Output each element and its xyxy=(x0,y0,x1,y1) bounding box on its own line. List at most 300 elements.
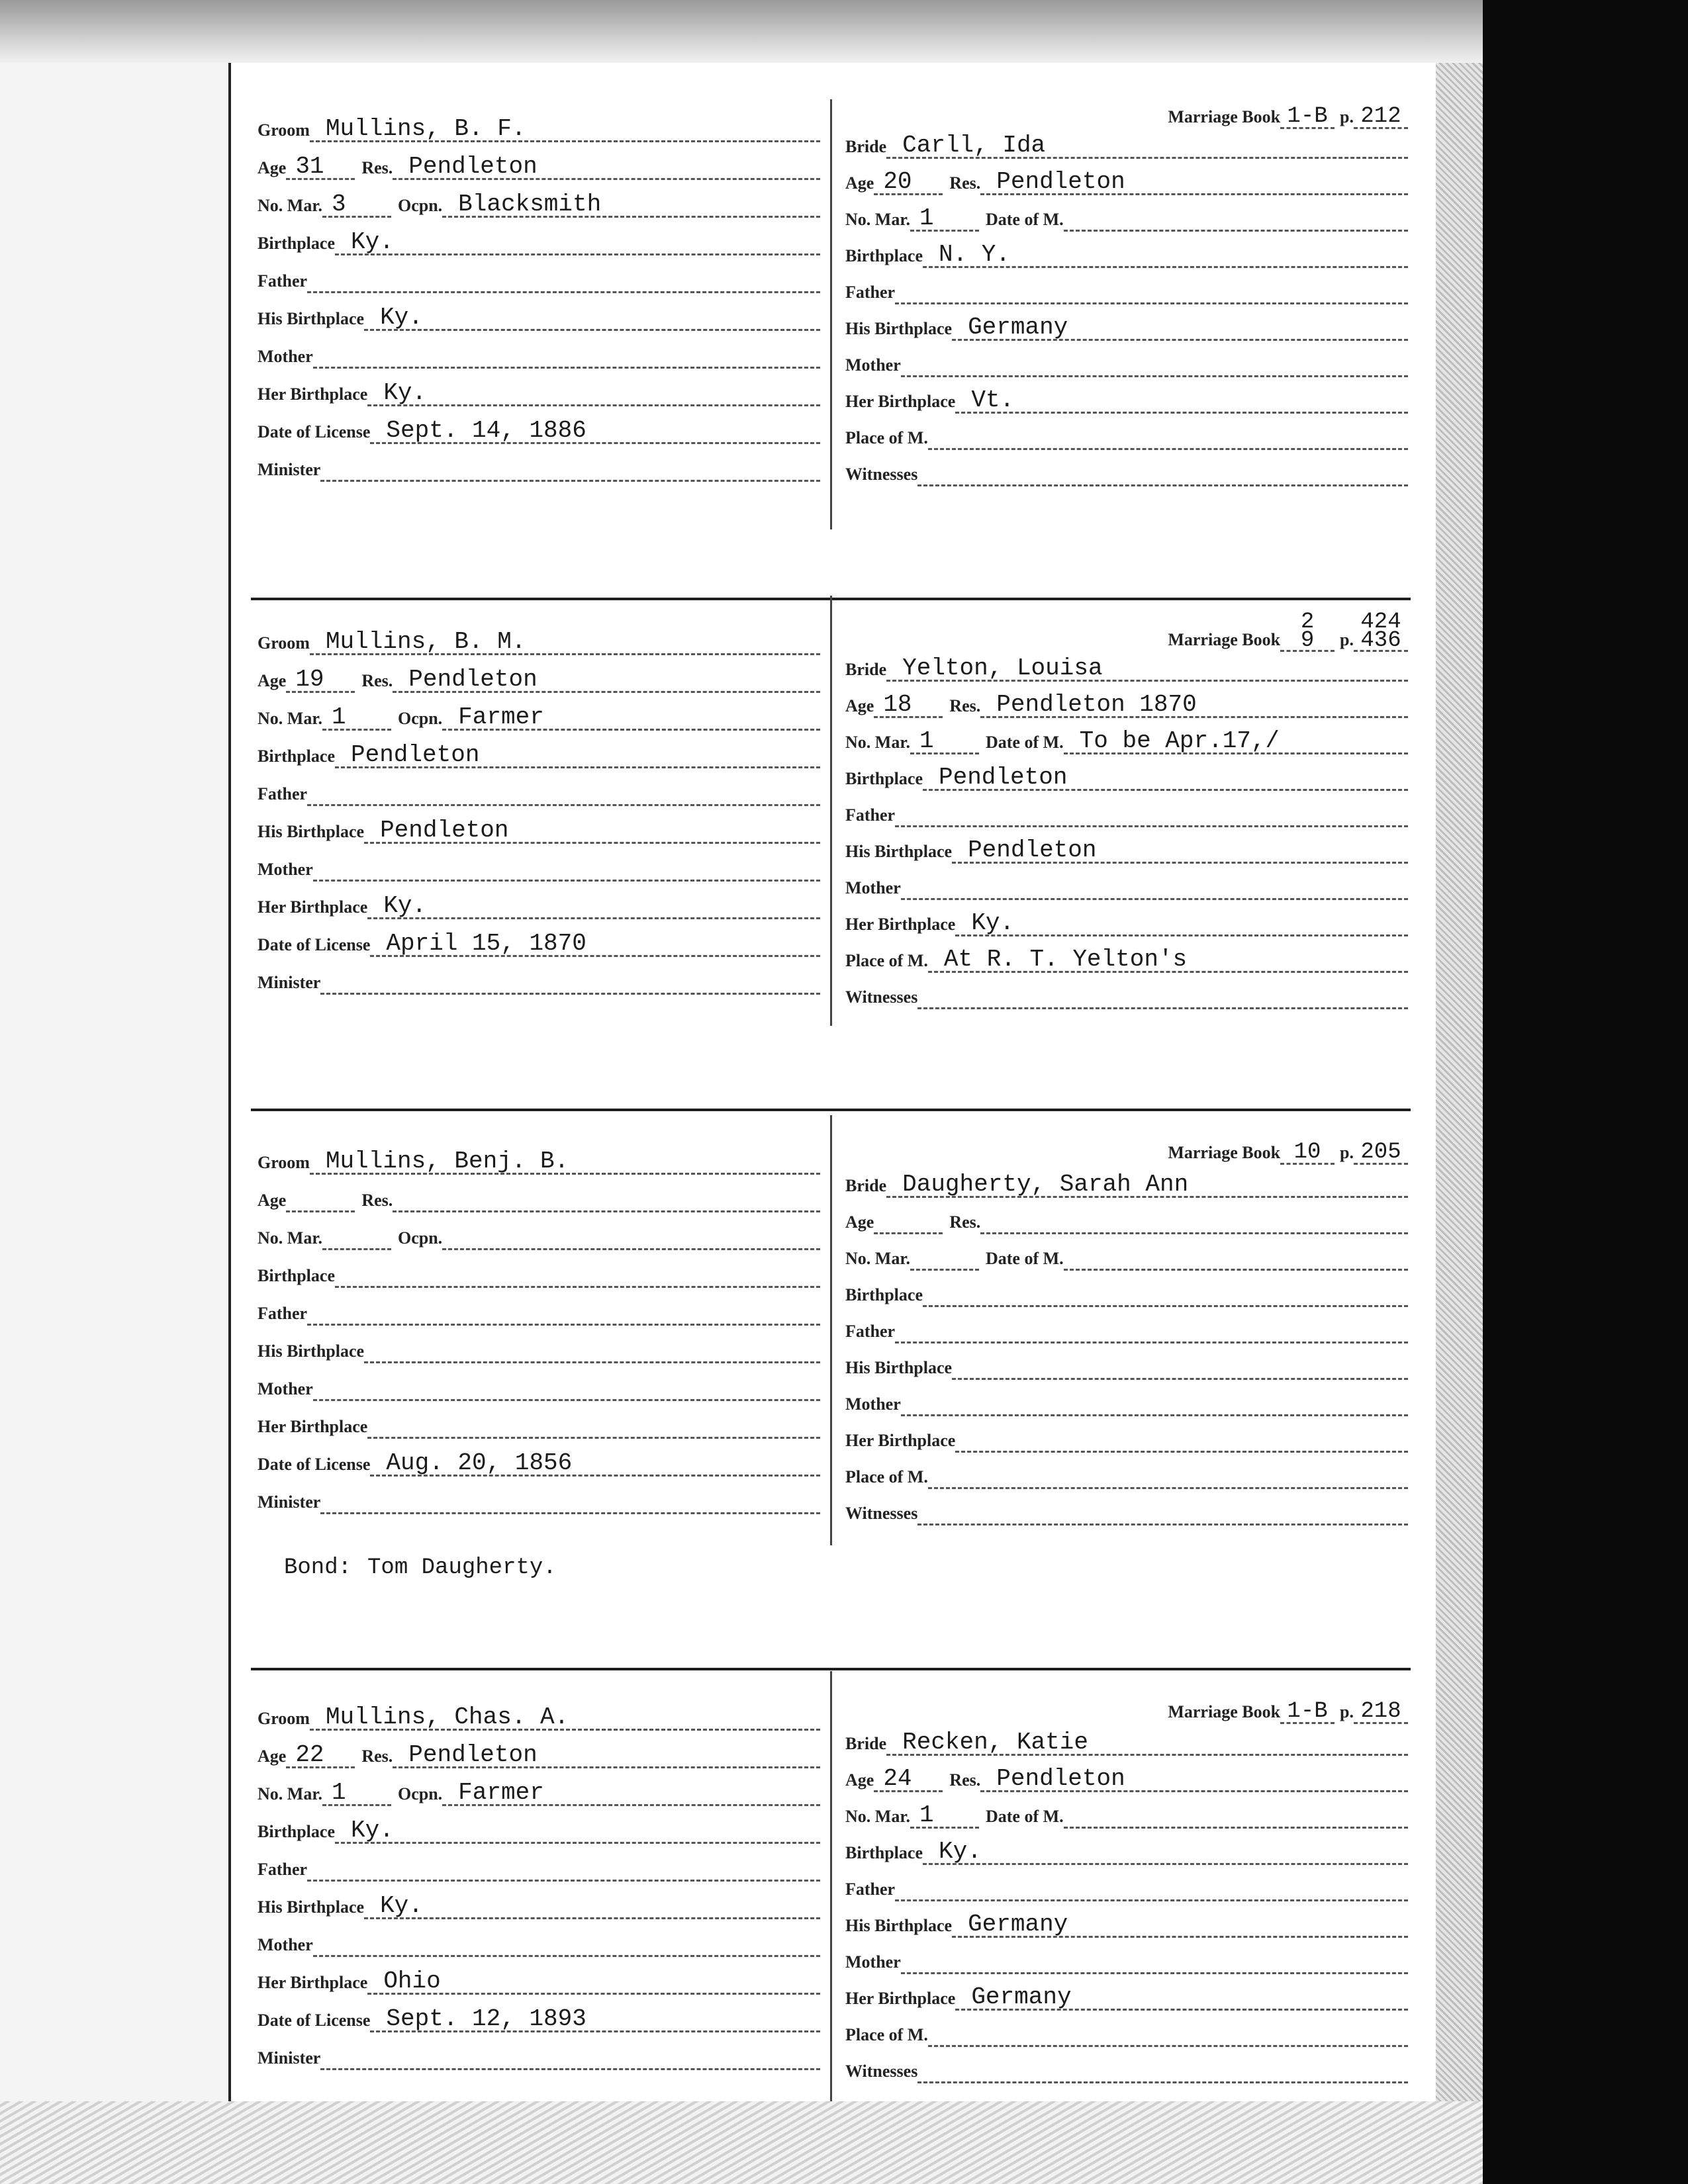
age-res-row xyxy=(258,666,820,693)
minister-value xyxy=(320,457,820,482)
her-birthplace-row xyxy=(845,387,1408,414)
marriage-book-value: 1-B xyxy=(1280,1701,1335,1724)
mother-label: Mother xyxy=(845,355,901,375)
bride-row xyxy=(845,1729,1408,1756)
no-mar-row xyxy=(258,1224,820,1250)
mother-label: Mother xyxy=(845,1952,901,1972)
bride-his-birthplace: Pendleton xyxy=(952,839,1408,864)
res-label: Res. xyxy=(361,158,393,177)
groom-name: Mullins, B. F. xyxy=(310,118,820,142)
groom-his-birthplace: Ky. xyxy=(364,306,820,331)
bond-label: Bond: xyxy=(284,1555,352,1580)
minister-row xyxy=(258,2044,820,2070)
groom-label: Groom xyxy=(258,1153,310,1172)
her-birthplace-label: Her Birthplace xyxy=(845,915,956,934)
bride-section xyxy=(833,1671,1416,2101)
age-label: Age xyxy=(258,671,287,690)
his-birthplace-label: His Birthplace xyxy=(258,822,365,841)
bride-label: Bride xyxy=(845,137,887,156)
no-mar-label: No. Mar. xyxy=(258,709,322,728)
marriage-record-4 xyxy=(251,1671,1416,2128)
license-row xyxy=(258,2006,820,2032)
res-label: Res. xyxy=(361,1191,393,1210)
groom-res: Pendleton xyxy=(393,668,820,693)
his-birthplace-label: His Birthplace xyxy=(258,309,365,328)
record-divider xyxy=(251,1109,1411,1111)
page-label: p. xyxy=(1340,630,1354,649)
groom-birthplace: Ky. xyxy=(335,1819,820,1844)
groom-his-birthplace: Ky. xyxy=(364,1895,820,1919)
bride-name: Recken, Katie xyxy=(886,1731,1408,1756)
mother-row xyxy=(845,1948,1408,1974)
date-of-license: Sept. 12, 1893 xyxy=(370,2008,820,2032)
mother-row xyxy=(258,855,820,882)
her-birthplace-label: Her Birthplace xyxy=(258,385,368,404)
bond-value: Tom Daugherty. xyxy=(367,1555,557,1580)
minister-value xyxy=(320,2046,820,2070)
no-mar-label: No. Mar. xyxy=(845,1249,910,1268)
no-mar-row xyxy=(258,704,820,731)
age-res-row xyxy=(845,1208,1408,1234)
father-label: Father xyxy=(845,283,896,302)
marriage-book-row xyxy=(845,1138,1408,1165)
father-row xyxy=(258,1855,820,1882)
father-row xyxy=(845,278,1408,304)
his-birthplace-label: His Birthplace xyxy=(258,1897,365,1917)
marriage-record-1 xyxy=(251,99,1416,556)
bride-his-birthplace: Germany xyxy=(952,316,1408,341)
groom-his-birthplace xyxy=(364,1339,820,1363)
groom-row xyxy=(258,1704,820,1731)
ocpn-label: Ocpn. xyxy=(397,196,443,215)
res-label: Res. xyxy=(949,1212,981,1232)
page-alt: 424 xyxy=(1360,610,1401,635)
mother-row xyxy=(845,351,1408,377)
marriage-record-3 xyxy=(251,1115,1416,1580)
father-label: Father xyxy=(845,805,896,825)
page-value xyxy=(1354,610,1408,653)
no-mar-label: No. Mar. xyxy=(258,1228,322,1248)
license-row xyxy=(258,1450,820,1477)
father-row xyxy=(258,780,820,806)
date-of-license: Sept. 14, 1886 xyxy=(370,420,820,444)
no-mar-row xyxy=(845,1802,1408,1829)
marriage-book-label: Marriage Book xyxy=(1168,1702,1281,1721)
groom-section xyxy=(251,99,832,529)
father-label: Father xyxy=(845,1880,896,1899)
his-birthplace-row xyxy=(845,1911,1408,1938)
date-of-m-label: Date of M. xyxy=(985,1807,1064,1826)
mother-row xyxy=(258,1931,820,1957)
bride-birthplace xyxy=(923,1283,1408,1307)
date-of-license: Aug. 20, 1856 xyxy=(370,1452,820,1477)
age-res-row xyxy=(845,692,1408,718)
marriage-book-row xyxy=(845,1698,1408,1724)
groom-res: Pendleton xyxy=(393,1744,820,1768)
res-label: Res. xyxy=(949,173,981,193)
witnesses-row xyxy=(845,2057,1408,2083)
mother-row xyxy=(845,874,1408,900)
father-label: Father xyxy=(258,1304,308,1323)
witnesses-value xyxy=(917,2059,1408,2083)
marriage-book-label: Marriage Book xyxy=(1168,107,1281,126)
bride-name: Daugherty, Sarah Ann xyxy=(886,1173,1408,1198)
bride-her-birthplace: Germany xyxy=(955,1986,1408,2011)
bride-no-mar: 1 xyxy=(910,730,979,754)
groom-no-mar: 3 xyxy=(322,193,391,218)
her-birthplace-row xyxy=(258,1412,820,1439)
bride-age: 20 xyxy=(874,171,943,195)
his-birthplace-row xyxy=(845,1353,1408,1380)
groom-section xyxy=(251,596,832,1026)
place-of-m xyxy=(928,426,1408,450)
bride-no-mar: 1 xyxy=(910,1804,979,1829)
marriage-book-value xyxy=(1280,610,1335,653)
groom-his-birthplace: Pendleton xyxy=(364,819,820,844)
groom-label: Groom xyxy=(258,120,310,140)
witnesses-label: Witnesses xyxy=(845,987,918,1007)
father-row xyxy=(258,267,820,293)
bride-father xyxy=(895,1877,1408,1901)
witnesses-value xyxy=(917,1501,1408,1525)
birthplace-row xyxy=(845,242,1408,268)
bride-row xyxy=(845,1171,1408,1198)
groom-age xyxy=(286,1188,355,1212)
mother-label: Mother xyxy=(845,1394,901,1414)
minister-row xyxy=(258,455,820,482)
witnesses-label: Witnesses xyxy=(845,1504,918,1523)
ocpn-label: Ocpn. xyxy=(397,1228,443,1248)
groom-father xyxy=(307,269,820,293)
bride-res xyxy=(980,1210,1408,1234)
bride-section xyxy=(833,1115,1416,1545)
bride-birthplace: N. Y. xyxy=(923,244,1408,268)
groom-age: 31 xyxy=(286,156,355,180)
groom-her-birthplace: Ky. xyxy=(367,382,820,406)
page-label: p. xyxy=(1340,1702,1354,1721)
bride-father xyxy=(895,280,1408,304)
his-birthplace-row xyxy=(845,314,1408,341)
groom-row xyxy=(258,116,820,142)
groom-birthplace: Ky. xyxy=(335,231,820,255)
father-row xyxy=(845,1317,1408,1343)
groom-row xyxy=(258,1148,820,1175)
marriage-book-row xyxy=(845,612,1408,652)
groom-mother xyxy=(313,1377,820,1401)
scan-left-margin xyxy=(0,0,228,2184)
no-mar-label: No. Mar. xyxy=(845,733,910,752)
birthplace-row xyxy=(258,742,820,768)
age-label: Age xyxy=(845,696,874,715)
page-value: 205 xyxy=(1354,1142,1408,1165)
witnesses-row xyxy=(845,1499,1408,1525)
his-birthplace-label: His Birthplace xyxy=(845,1916,953,1935)
her-birthplace-label: Her Birthplace xyxy=(845,392,956,411)
age-label: Age xyxy=(258,158,287,177)
witnesses-value xyxy=(917,985,1408,1009)
date-of-m-label: Date of M. xyxy=(985,733,1064,752)
bride-res: Pendleton 1870 xyxy=(980,694,1408,718)
groom-ocpn xyxy=(442,1226,820,1250)
marriage-book-alt: 2 xyxy=(1300,610,1315,635)
witnesses-value xyxy=(917,462,1408,486)
license-row xyxy=(258,418,820,444)
bride-birthplace: Ky. xyxy=(923,1841,1408,1865)
age-label: Age xyxy=(258,1191,287,1210)
his-birthplace-row xyxy=(258,304,820,331)
place-of-m-label: Place of M. xyxy=(845,428,928,447)
groom-her-birthplace: Ky. xyxy=(367,895,820,919)
age-res-row xyxy=(845,1766,1408,1792)
groom-label: Groom xyxy=(258,633,310,653)
age-label: Age xyxy=(258,1747,287,1766)
her-birthplace-row xyxy=(845,1426,1408,1453)
date-of-m xyxy=(1064,207,1408,232)
bride-age xyxy=(874,1210,943,1234)
his-birthplace-row xyxy=(258,817,820,844)
page-main: 436 xyxy=(1360,628,1401,653)
bride-her-birthplace: Vt. xyxy=(955,389,1408,414)
bride-no-mar: 1 xyxy=(910,207,979,232)
her-birthplace-row xyxy=(845,910,1408,936)
groom-birthplace: Pendleton xyxy=(335,744,820,768)
groom-ocpn: Blacksmith xyxy=(442,193,820,218)
birthplace-label: Birthplace xyxy=(845,769,923,788)
bond-note xyxy=(284,1555,557,1580)
witnesses-row xyxy=(845,460,1408,486)
groom-no-mar xyxy=(322,1226,391,1250)
birthplace-label: Birthplace xyxy=(258,1266,335,1285)
father-label: Father xyxy=(845,1322,896,1341)
his-birthplace-label: His Birthplace xyxy=(845,319,953,338)
res-label: Res. xyxy=(949,1770,981,1790)
ocpn-label: Ocpn. xyxy=(397,1784,443,1803)
groom-father xyxy=(307,1301,820,1326)
minister-value xyxy=(320,1490,820,1514)
bride-row xyxy=(845,655,1408,682)
groom-res xyxy=(393,1188,820,1212)
bride-his-birthplace: Germany xyxy=(952,1913,1408,1938)
ocpn-label: Ocpn. xyxy=(397,709,443,728)
no-mar-label: No. Mar. xyxy=(258,196,322,215)
her-birthplace-row xyxy=(845,1984,1408,2011)
minister-row xyxy=(258,1488,820,1514)
mother-row xyxy=(258,1375,820,1401)
res-label: Res. xyxy=(361,1747,393,1766)
bride-birthplace: Pendleton xyxy=(923,766,1408,791)
age-label: Age xyxy=(845,1770,874,1790)
bride-mother xyxy=(901,353,1408,377)
date-of-license-label: Date of License xyxy=(258,422,371,441)
no-mar-row xyxy=(845,728,1408,754)
place-of-m-label: Place of M. xyxy=(845,2025,928,2044)
groom-name: Mullins, B. M. xyxy=(310,631,820,655)
his-birthplace-row xyxy=(258,1337,820,1363)
mother-row xyxy=(845,1390,1408,1416)
father-row xyxy=(258,1299,820,1326)
no-mar-label: No. Mar. xyxy=(845,210,910,229)
mother-label: Mother xyxy=(258,1935,313,1954)
his-birthplace-row xyxy=(258,1893,820,1919)
groom-label: Groom xyxy=(258,1709,310,1728)
res-label: Res. xyxy=(949,696,981,715)
scan-top-edge xyxy=(0,0,1688,63)
marriage-book-main: 9 xyxy=(1300,628,1315,653)
groom-age: 19 xyxy=(286,668,355,693)
groom-mother xyxy=(313,857,820,882)
birthplace-row xyxy=(845,764,1408,791)
page-label: p. xyxy=(1340,107,1354,126)
her-birthplace-label: Her Birthplace xyxy=(258,1973,368,1992)
groom-age: 22 xyxy=(286,1744,355,1768)
place-of-m xyxy=(928,1465,1408,1489)
bride-res: Pendleton xyxy=(980,171,1408,195)
scan-right-edge xyxy=(1483,0,1688,2184)
bride-mother xyxy=(901,876,1408,900)
age-res-row xyxy=(258,1742,820,1768)
birthplace-row xyxy=(845,1281,1408,1307)
witnesses-label: Witnesses xyxy=(845,465,918,484)
bride-label: Bride xyxy=(845,660,887,679)
birthplace-label: Birthplace xyxy=(845,1285,923,1304)
mother-label: Mother xyxy=(258,347,313,366)
scan-bottom-edge xyxy=(0,2101,1483,2184)
marriage-record-2 xyxy=(251,596,1416,1052)
bride-label: Bride xyxy=(845,1734,887,1753)
groom-no-mar: 1 xyxy=(322,706,391,731)
page-value: 218 xyxy=(1354,1701,1408,1724)
her-birthplace-label: Her Birthplace xyxy=(845,1431,956,1450)
groom-section xyxy=(251,1115,832,1545)
bride-father xyxy=(895,803,1408,827)
birthplace-row xyxy=(258,1261,820,1288)
marriage-book-label: Marriage Book xyxy=(1168,630,1281,649)
date-of-m: To be Apr.17,/ xyxy=(1064,730,1408,754)
birthplace-label: Birthplace xyxy=(845,246,923,265)
marriage-book-row xyxy=(845,103,1408,129)
bride-section xyxy=(833,99,1416,529)
page-label: p. xyxy=(1340,1143,1354,1162)
date-of-license-label: Date of License xyxy=(258,935,371,954)
birthplace-row xyxy=(845,1839,1408,1865)
date-of-license-label: Date of License xyxy=(258,2011,371,2030)
father-row xyxy=(845,801,1408,827)
groom-father xyxy=(307,782,820,806)
mother-label: Mother xyxy=(258,860,313,879)
marriage-book-value: 10 xyxy=(1280,1142,1335,1165)
date-of-m xyxy=(1064,1246,1408,1271)
place-of-m-label: Place of M. xyxy=(845,951,928,970)
no-mar-row xyxy=(845,1244,1408,1271)
place-of-m-row xyxy=(845,946,1408,973)
age-label: Age xyxy=(845,173,874,193)
groom-her-birthplace: Ohio xyxy=(367,1970,820,1995)
her-birthplace-label: Her Birthplace xyxy=(845,1989,956,2008)
her-birthplace-row xyxy=(258,1968,820,1995)
bride-her-birthplace: Ky. xyxy=(955,912,1408,936)
age-res-row xyxy=(845,169,1408,195)
page-value: 212 xyxy=(1354,106,1408,129)
his-birthplace-label: His Birthplace xyxy=(258,1342,365,1361)
his-birthplace-row xyxy=(845,837,1408,864)
birthplace-row xyxy=(258,229,820,255)
bride-label: Bride xyxy=(845,1176,887,1195)
groom-res: Pendleton xyxy=(393,156,820,180)
mother-label: Mother xyxy=(845,878,901,897)
mother-row xyxy=(258,342,820,369)
groom-name: Mullins, Chas. A. xyxy=(310,1706,820,1731)
scan-right-noise xyxy=(1433,63,1483,2148)
minister-row xyxy=(258,968,820,995)
marriage-book-value: 1-B xyxy=(1280,106,1335,129)
groom-father xyxy=(307,1857,820,1882)
no-mar-label: No. Mar. xyxy=(845,1807,910,1826)
witnesses-row xyxy=(845,983,1408,1009)
groom-section xyxy=(251,1671,832,2101)
her-birthplace-label: Her Birthplace xyxy=(258,1417,368,1436)
no-mar-row xyxy=(258,1780,820,1806)
bride-her-birthplace xyxy=(955,1428,1408,1453)
minister-label: Minister xyxy=(258,460,321,479)
minister-label: Minister xyxy=(258,973,321,992)
groom-ocpn: Farmer xyxy=(442,706,820,731)
her-birthplace-row xyxy=(258,893,820,919)
no-mar-row xyxy=(258,191,820,218)
place-of-m: At R. T. Yelton's xyxy=(928,948,1408,973)
her-birthplace-row xyxy=(258,380,820,406)
record-divider xyxy=(251,1668,1411,1670)
place-of-m-row xyxy=(845,424,1408,450)
date-of-m-label: Date of M. xyxy=(985,1249,1064,1268)
witnesses-label: Witnesses xyxy=(845,2062,918,2081)
place-of-m-row xyxy=(845,2021,1408,2047)
bride-res: Pendleton xyxy=(980,1768,1408,1792)
minister-label: Minister xyxy=(258,1492,321,1512)
license-row xyxy=(258,931,820,957)
bride-his-birthplace xyxy=(952,1355,1408,1380)
groom-birthplace xyxy=(335,1263,820,1288)
minister-value xyxy=(320,970,820,995)
no-mar-label: No. Mar. xyxy=(258,1784,322,1803)
no-mar-row xyxy=(845,205,1408,232)
bride-no-mar xyxy=(910,1246,979,1271)
groom-mother xyxy=(313,1933,820,1957)
birthplace-label: Birthplace xyxy=(258,1822,335,1841)
father-label: Father xyxy=(258,1860,308,1879)
his-birthplace-label: His Birthplace xyxy=(845,842,953,861)
birthplace-row xyxy=(258,1817,820,1844)
groom-her-birthplace xyxy=(367,1414,820,1439)
groom-row xyxy=(258,629,820,655)
groom-ocpn: Farmer xyxy=(442,1782,820,1806)
bride-name: Carll, Ida xyxy=(886,134,1408,159)
bride-section xyxy=(833,596,1416,1026)
marriage-book-label: Marriage Book xyxy=(1168,1143,1281,1162)
groom-no-mar: 1 xyxy=(322,1782,391,1806)
date-of-m-label: Date of M. xyxy=(985,210,1064,229)
her-birthplace-label: Her Birthplace xyxy=(258,897,368,917)
date-of-m xyxy=(1064,1804,1408,1829)
groom-name: Mullins, Benj. B. xyxy=(310,1150,820,1175)
place-of-m-label: Place of M. xyxy=(845,1467,928,1486)
father-label: Father xyxy=(258,784,308,803)
place-of-m-row xyxy=(845,1463,1408,1489)
date-of-license: April 15, 1870 xyxy=(370,933,820,957)
birthplace-label: Birthplace xyxy=(258,234,335,253)
bride-mother xyxy=(901,1950,1408,1974)
father-row xyxy=(845,1875,1408,1901)
minister-label: Minister xyxy=(258,2048,321,2068)
